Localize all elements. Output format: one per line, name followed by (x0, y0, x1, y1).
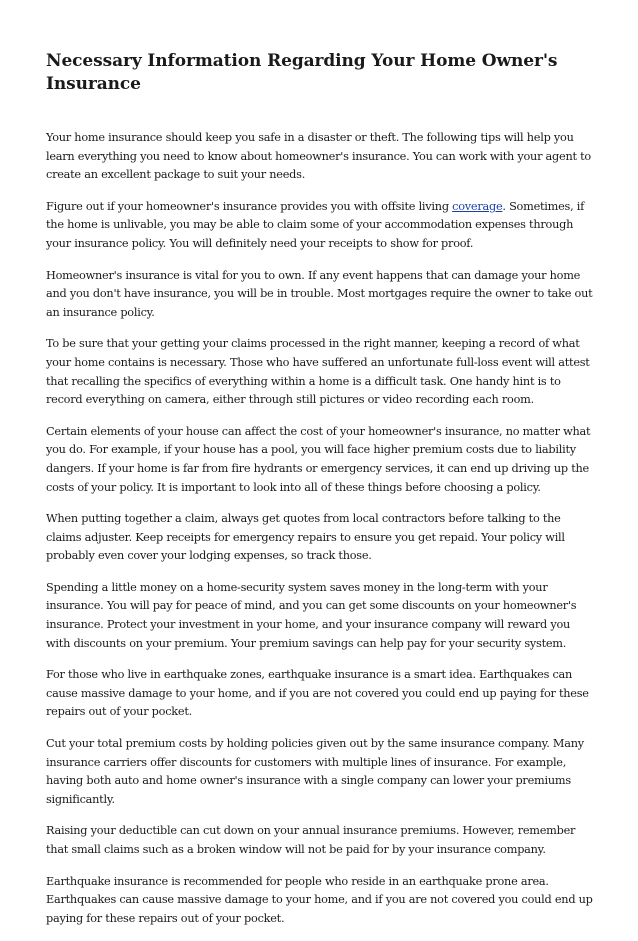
paragraph-vital: Homeowner's insurance is vital for you to own. If any event happens that can damage your home and you don't have insurance, you will be in trouble. Most mortgages require the owner to take out an insurance policy. (46, 268, 593, 319)
document-title: Necessary Information Regarding Your Home Owner's Insurance (46, 51, 558, 94)
paragraph-record-contents: To be sure that your getting your claims processed in the right manner, keeping a record of what your home contains is necessary. Those who have suffered an unfortunate full-loss event will attest that recalling the specifics of everything within a home is a difficult task. One handy hint is to record everything on camera, either through still pictures or video recording each room. (46, 337, 590, 407)
paragraph-bundle-policies: Cut your total premium costs by holding policies given out by the same insurance company. Many insurance carriers offer discounts for customers with multiple lines of insurance. For example, having both auto and home owner's insurance with a single company can lower your premiums significantly. (46, 737, 584, 806)
paragraph-text: Figure out if your homeowner's insurance provides you with offsite living (46, 199, 453, 213)
paragraph-claims-quotes: When putting together a claim, always get quotes from local contractors before talking to the claims adjuster. Keep receipts for emergency repairs to ensure you get repaid. Your policy will probably even cover your lodging expenses, so track those. (46, 512, 565, 563)
paragraph-deductible: Raising your deductible can cut down on your annual insurance premiums. However, remember that small claims such as a broken window will not be paid for by your insurance company. (46, 824, 576, 856)
paragraph-home-security: Spending a little money on a home-security system saves money in the long-term with your insurance. You will pay for peace of mind, and you can get some discounts on your homeowner's insurance. Protect your investment in your home, and your insurance company will reward you with discounts on your premium. Your premium savings can help pay for your security system. (46, 580, 577, 650)
document-page (46, 50, 594, 941)
paragraph-intro: Your home insurance should keep you safe in a disaster or theft. The following tips will help you learn everything you need to know about homeowner's insurance. You can work with your agent to create an excellent package to suit your needs. (46, 131, 591, 182)
coverage-link[interactable]: coverage (452, 199, 503, 213)
paragraph-earthquake-zones: For those who live in earthquake zones, earthquake insurance is a smart idea. Earthquakes can cause massive damage to your home, and if you are not covered you could end up paying for these repairs out of your pocket. (46, 668, 589, 719)
paragraph-text: . Sometimes, if the home is unlivable, you may be able to claim some of your accommodation expenses through your insurance policy. You will definitely need your receipts to show for proof. (46, 199, 585, 250)
paragraph-earthquake-insurance: Earthquake insurance is recommended for people who reside in an earthquake prone area. Earthquakes can cause massive damage to your home, and if you are not covered you could end up paying for these repairs out of your pocket. (46, 874, 593, 925)
paragraph-offsite-coverage (46, 198, 594, 254)
paragraph-cost-elements: Certain elements of your house can affect the cost of your homeowner's insurance, no matter what you do. For example, if your house has a pool, you will face higher premium costs due to liability dangers. If your home is far from fire hydrants or emergency services, it can end up driving up the costs of your policy. It is important to look into all of these things before choosing a policy. (46, 424, 591, 494)
